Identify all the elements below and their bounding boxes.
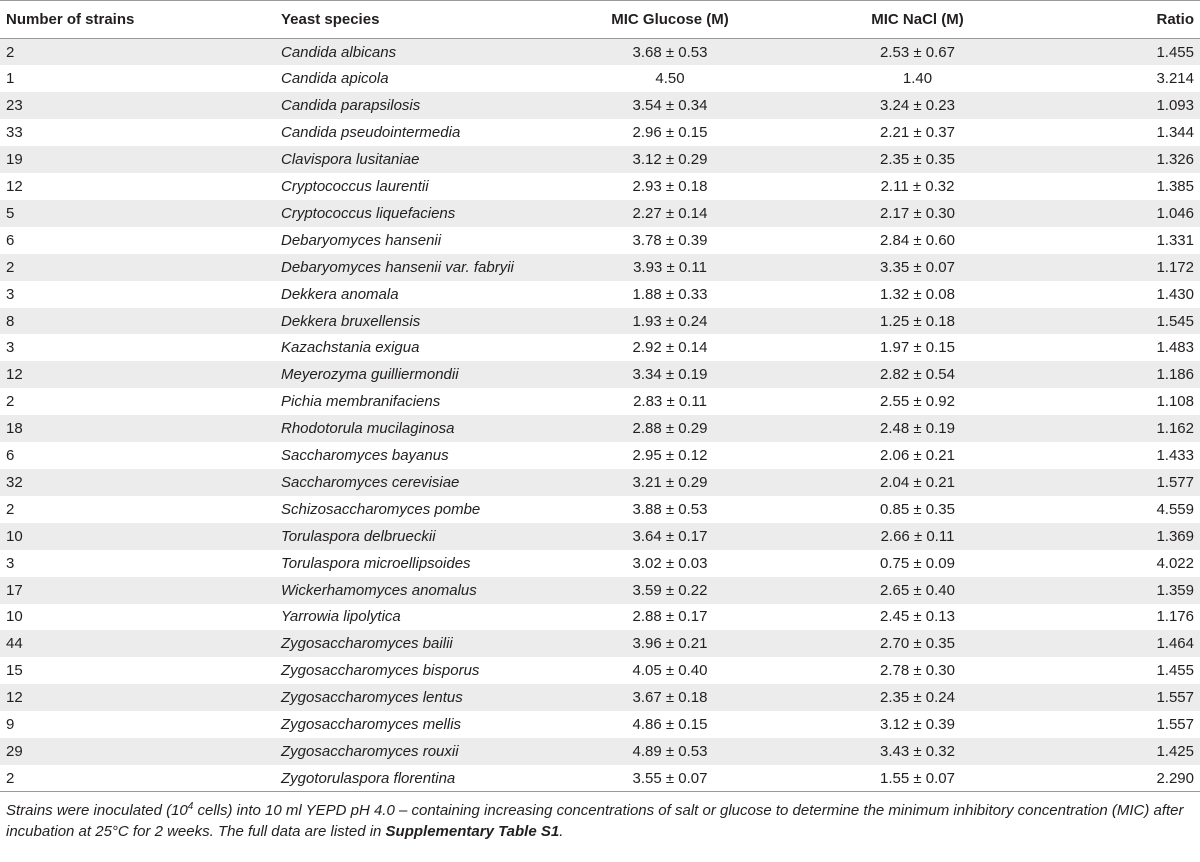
cell-yeast-species: Cryptococcus liquefaciens [281, 204, 456, 222]
table-row [0, 92, 1200, 119]
footnote-text-1: Strains were inoculated (10 [6, 802, 188, 820]
cell-yeast-species: Dekkera bruxellensis [281, 312, 421, 330]
cell-yeast-species: Candida apicola [281, 70, 389, 88]
cell-mic-nacl: 2.82 ± 0.54 [880, 366, 955, 384]
table-row [0, 496, 1200, 523]
cell-number-of-strains: 12 [6, 689, 23, 707]
supplementary-table-link[interactable]: Supplementary Table S1 [385, 823, 560, 841]
cell-yeast-species: Zygosaccharomyces mellis [281, 716, 462, 734]
cell-mic-nacl: 3.43 ± 0.32 [880, 743, 955, 761]
table-row [0, 200, 1200, 227]
table-body [0, 39, 1200, 792]
cell-mic-glucose: 1.88 ± 0.33 [632, 285, 708, 303]
cell-ratio: 1.433 [1156, 447, 1194, 465]
footnote-text-3: . [559, 823, 564, 841]
table-row [0, 308, 1200, 335]
cell-mic-nacl: 2.84 ± 0.60 [880, 231, 955, 249]
cell-yeast-species: Kazachstania exigua [281, 339, 420, 357]
cell-mic-glucose: 1.93 ± 0.24 [632, 312, 708, 330]
table-row [0, 388, 1200, 415]
cell-mic-glucose: 3.78 ± 0.39 [632, 231, 708, 249]
cell-number-of-strains: 3 [6, 554, 15, 572]
cell-number-of-strains: 8 [6, 312, 15, 330]
cell-mic-glucose: 3.02 ± 0.03 [632, 554, 708, 572]
cell-yeast-species: Clavispora lusitaniae [281, 151, 420, 169]
cell-mic-nacl: 2.21 ± 0.37 [880, 124, 955, 142]
table-row [0, 227, 1200, 254]
header-mic-nacl: MIC NaCl (M) [871, 11, 964, 28]
cell-mic-nacl: 1.32 ± 0.08 [880, 285, 955, 303]
cell-mic-glucose: 2.88 ± 0.29 [632, 420, 708, 438]
cell-number-of-strains: 15 [6, 662, 23, 680]
cell-ratio: 1.046 [1156, 204, 1194, 222]
table-header-row [0, 1, 1200, 39]
table-row [0, 738, 1200, 765]
cell-yeast-species: Saccharomyces bayanus [281, 447, 449, 465]
table-footnote [0, 792, 1200, 842]
cell-number-of-strains: 2 [6, 769, 15, 787]
table-row [0, 173, 1200, 200]
cell-mic-glucose: 3.96 ± 0.21 [632, 635, 708, 653]
table-row [0, 146, 1200, 173]
cell-mic-glucose: 3.34 ± 0.19 [632, 366, 708, 384]
header-number-of-strains: Number of strains [6, 11, 135, 28]
table-row [0, 281, 1200, 308]
cell-mic-nacl: 2.06 ± 0.21 [880, 447, 955, 465]
cell-yeast-species: Zygotorulaspora florentina [281, 769, 456, 787]
cell-yeast-species: Debaryomyces hansenii [281, 231, 442, 249]
cell-number-of-strains: 29 [6, 743, 23, 761]
cell-mic-glucose: 3.55 ± 0.07 [632, 769, 708, 787]
cell-mic-nacl: 2.78 ± 0.30 [880, 662, 955, 680]
table-row [0, 657, 1200, 684]
cell-yeast-species: Torulaspora microellipsoides [281, 554, 471, 572]
header-yeast-species: Yeast species [281, 11, 380, 28]
cell-ratio: 4.559 [1156, 500, 1194, 518]
cell-mic-glucose: 3.64 ± 0.17 [632, 527, 708, 545]
cell-number-of-strains: 17 [6, 581, 23, 599]
cell-mic-glucose: 3.59 ± 0.22 [632, 581, 708, 599]
cell-ratio: 1.545 [1156, 312, 1194, 330]
cell-yeast-species: Cryptococcus laurentii [281, 177, 429, 195]
cell-number-of-strains: 10 [6, 527, 23, 545]
cell-number-of-strains: 1 [6, 70, 15, 88]
cell-yeast-species: Zygosaccharomyces rouxii [281, 743, 459, 761]
cell-yeast-species: Candida parapsilosis [281, 97, 421, 115]
table-row [0, 442, 1200, 469]
cell-ratio: 1.577 [1156, 473, 1194, 491]
cell-mic-glucose: 2.27 ± 0.14 [632, 204, 708, 222]
cell-number-of-strains: 2 [6, 500, 15, 518]
cell-mic-glucose: 4.89 ± 0.53 [632, 743, 708, 761]
cell-yeast-species: Zygosaccharomyces lentus [281, 689, 463, 707]
cell-mic-nacl: 1.40 [902, 70, 933, 88]
cell-yeast-species: Pichia membranifaciens [281, 393, 441, 411]
cell-number-of-strains: 12 [6, 177, 23, 195]
cell-mic-nacl: 3.12 ± 0.39 [880, 716, 955, 734]
cell-mic-glucose: 2.83 ± 0.11 [633, 393, 707, 411]
cell-mic-nacl: 0.85 ± 0.35 [880, 500, 955, 518]
cell-mic-glucose: 3.93 ± 0.11 [633, 258, 707, 276]
cell-ratio: 1.108 [1156, 393, 1194, 411]
cell-ratio: 1.483 [1156, 339, 1194, 357]
cell-yeast-species: Wickerhamomyces anomalus [281, 581, 477, 599]
cell-yeast-species: Dekkera anomala [281, 285, 399, 303]
table-row [0, 415, 1200, 442]
cell-number-of-strains: 2 [6, 258, 15, 276]
table-row [0, 469, 1200, 496]
cell-mic-glucose: 3.67 ± 0.18 [632, 689, 708, 707]
cell-ratio: 1.425 [1156, 743, 1194, 761]
cell-yeast-species: Schizosaccharomyces pombe [281, 500, 481, 518]
cell-ratio: 1.172 [1156, 258, 1194, 276]
cell-mic-glucose: 2.92 ± 0.14 [632, 339, 708, 357]
cell-number-of-strains: 19 [6, 151, 23, 169]
cell-number-of-strains: 32 [6, 473, 23, 491]
cell-number-of-strains: 9 [6, 716, 15, 734]
table-row [0, 119, 1200, 146]
table-row [0, 361, 1200, 388]
cell-ratio: 1.162 [1156, 420, 1194, 438]
table-row [0, 711, 1200, 738]
cell-mic-nacl: 3.24 ± 0.23 [880, 97, 955, 115]
cell-mic-nacl: 2.04 ± 0.21 [880, 473, 955, 491]
cell-mic-glucose: 4.05 ± 0.40 [632, 662, 708, 680]
cell-yeast-species: Candida albicans [281, 43, 397, 61]
table-row [0, 334, 1200, 361]
cell-mic-nacl: 0.75 ± 0.09 [880, 554, 955, 572]
cell-mic-nacl: 2.35 ± 0.24 [880, 689, 955, 707]
cell-ratio: 1.186 [1156, 366, 1194, 384]
table-row [0, 604, 1200, 631]
cell-ratio: 1.326 [1156, 151, 1194, 169]
table-row [0, 65, 1200, 92]
cell-mic-nacl: 2.65 ± 0.40 [880, 581, 955, 599]
cell-yeast-species: Candida pseudointermedia [281, 124, 461, 142]
cell-number-of-strains: 6 [6, 231, 15, 249]
cell-mic-nacl: 1.25 ± 0.18 [880, 312, 955, 330]
cell-number-of-strains: 5 [6, 204, 15, 222]
cell-mic-nacl: 1.97 ± 0.15 [880, 339, 955, 357]
cell-ratio: 1.557 [1156, 689, 1194, 707]
table-row [0, 765, 1200, 792]
header-mic-glucose: MIC Glucose (M) [611, 11, 729, 28]
cell-mic-glucose: 2.95 ± 0.12 [632, 447, 708, 465]
cell-ratio: 3.214 [1156, 70, 1194, 88]
table-row [0, 630, 1200, 657]
cell-number-of-strains: 3 [6, 339, 15, 357]
cell-mic-nacl: 1.55 ± 0.07 [880, 769, 955, 787]
table-row [0, 523, 1200, 550]
cell-mic-nacl: 2.70 ± 0.35 [880, 635, 955, 653]
cell-mic-nacl: 2.66 ± 0.11 [880, 527, 955, 545]
cell-mic-nacl: 2.53 ± 0.67 [880, 43, 955, 61]
cell-number-of-strains: 23 [6, 97, 23, 115]
cell-ratio: 1.369 [1156, 527, 1194, 545]
cell-yeast-species: Saccharomyces cerevisiae [281, 473, 460, 491]
cell-number-of-strains: 10 [6, 608, 23, 626]
cell-mic-glucose: 4.50 [655, 70, 685, 88]
header-ratio: Ratio [1156, 11, 1194, 28]
cell-yeast-species: Zygosaccharomyces bisporus [281, 662, 480, 680]
cell-yeast-species: Meyerozyma guilliermondii [281, 366, 459, 384]
cell-ratio: 1.331 [1156, 231, 1194, 249]
cell-number-of-strains: 2 [6, 43, 15, 61]
cell-yeast-species: Rhodotorula mucilaginosa [281, 420, 455, 438]
cell-yeast-species: Zygosaccharomyces bailii [281, 635, 453, 653]
footnote-superscript: 4 [187, 801, 194, 813]
cell-number-of-strains: 44 [6, 635, 23, 653]
cell-number-of-strains: 33 [6, 124, 23, 142]
cell-ratio: 1.464 [1156, 635, 1194, 653]
cell-mic-nacl: 3.35 ± 0.07 [880, 258, 955, 276]
cell-ratio: 4.022 [1156, 554, 1194, 572]
cell-ratio: 1.455 [1156, 662, 1194, 680]
cell-mic-nacl: 2.11 ± 0.32 [880, 177, 955, 195]
cell-number-of-strains: 3 [6, 285, 15, 303]
cell-ratio: 1.455 [1156, 43, 1194, 61]
cell-mic-glucose: 3.54 ± 0.34 [632, 97, 708, 115]
cell-mic-glucose: 3.12 ± 0.29 [632, 151, 708, 169]
cell-ratio: 1.344 [1156, 124, 1194, 142]
footnote-text-2: cells) into 10 ml YEPD pH 4.0 – containing increasing concentrations of salt or glucose to determine the minimum inhibitory concentration (MIC) after incubation at 25°C for 2 weeks. The full data are listed in [6, 802, 1184, 841]
table-row [0, 254, 1200, 281]
cell-ratio: 1.176 [1156, 608, 1194, 626]
cell-number-of-strains: 2 [6, 393, 15, 411]
cell-mic-nacl: 2.45 ± 0.13 [880, 608, 955, 626]
cell-mic-glucose: 2.93 ± 0.18 [632, 177, 708, 195]
cell-ratio: 1.093 [1156, 97, 1194, 115]
cell-mic-nacl: 2.48 ± 0.19 [880, 420, 955, 438]
cell-yeast-species: Torulaspora delbrueckii [281, 527, 436, 545]
table-row [0, 577, 1200, 604]
cell-number-of-strains: 6 [6, 447, 15, 465]
cell-mic-glucose: 3.21 ± 0.29 [632, 473, 708, 491]
cell-ratio: 1.385 [1156, 177, 1194, 195]
table-row [0, 684, 1200, 711]
cell-number-of-strains: 18 [6, 420, 23, 438]
cell-ratio: 2.290 [1156, 769, 1194, 787]
cell-ratio: 1.557 [1156, 716, 1194, 734]
cell-mic-nacl: 2.17 ± 0.30 [880, 204, 955, 222]
cell-yeast-species: Debaryomyces hansenii var. fabryii [281, 258, 514, 276]
cell-yeast-species: Yarrowia lipolytica [281, 608, 401, 626]
cell-mic-glucose: 2.96 ± 0.15 [632, 124, 708, 142]
cell-mic-glucose: 3.68 ± 0.53 [632, 43, 708, 61]
cell-mic-glucose: 2.88 ± 0.17 [632, 608, 708, 626]
cell-mic-glucose: 4.86 ± 0.15 [632, 716, 708, 734]
cell-ratio: 1.359 [1156, 581, 1194, 599]
cell-mic-glucose: 3.88 ± 0.53 [632, 500, 708, 518]
cell-number-of-strains: 12 [6, 366, 23, 384]
cell-ratio: 1.430 [1156, 285, 1194, 303]
cell-mic-nacl: 2.35 ± 0.35 [880, 151, 955, 169]
table-row [0, 550, 1200, 577]
cell-mic-nacl: 2.55 ± 0.92 [880, 393, 955, 411]
table-row [0, 39, 1200, 66]
